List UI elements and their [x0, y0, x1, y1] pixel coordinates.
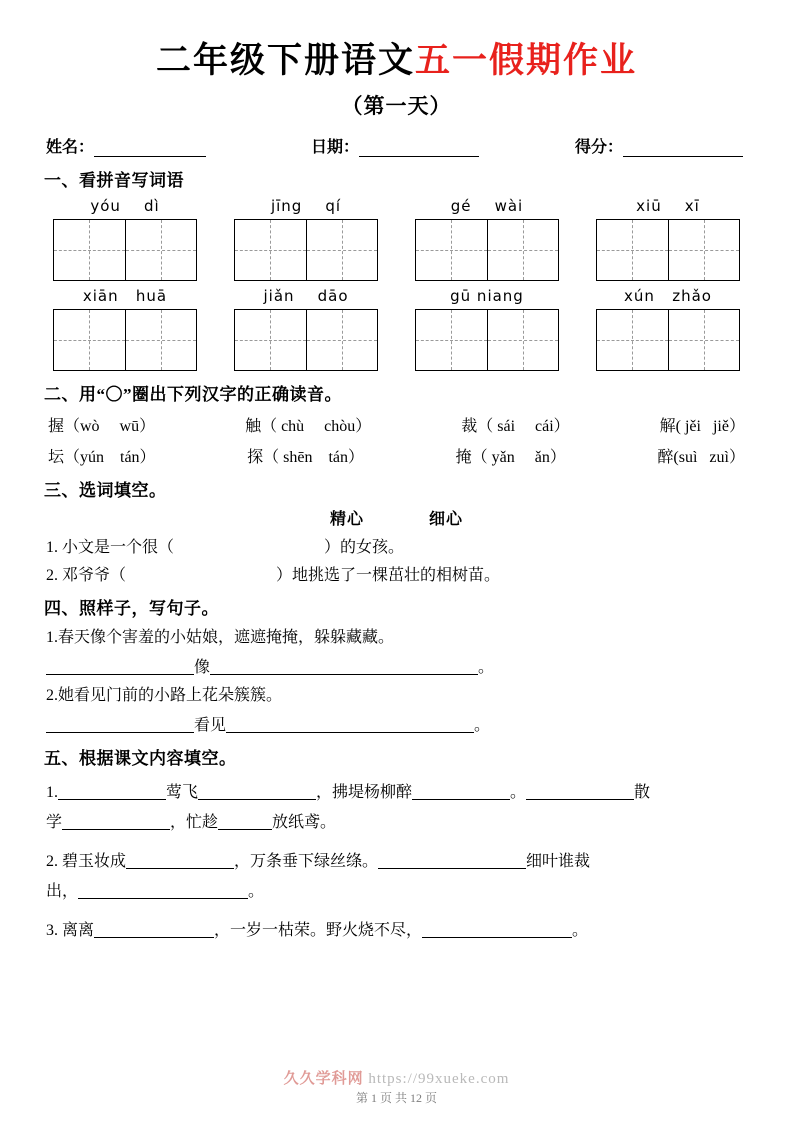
pron-choice[interactable]: 坛（yún tán） — [48, 449, 156, 466]
tianzi-box[interactable] — [597, 310, 668, 370]
word-bank-item: 精心 — [329, 511, 364, 528]
tianzi-box[interactable] — [306, 310, 378, 370]
page-footer: 第 1 页 共 12 页 — [355, 1091, 437, 1105]
pron-choice[interactable]: 醉(suì zuì） — [657, 449, 745, 466]
section-4-heading: 四、照样子，写句子。 — [44, 599, 219, 618]
recite-question-2 — [44, 847, 749, 907]
pinyin-cell — [593, 197, 743, 281]
text: 。 — [248, 883, 265, 900]
section-5-heading: 五、根据课文内容填空。 — [44, 749, 237, 768]
score-field[interactable] — [575, 134, 743, 157]
page-title — [44, 38, 749, 84]
student-info-row — [44, 134, 749, 157]
pron-choice[interactable]: 探（ shēn tán） — [247, 449, 365, 466]
tianzi-box[interactable] — [416, 220, 487, 280]
keyword: 看见 — [194, 717, 227, 734]
answer-blank[interactable] — [526, 784, 634, 800]
answer-blank[interactable] — [218, 814, 272, 830]
date-field[interactable] — [311, 134, 479, 157]
pinyin-row-1 — [44, 197, 749, 281]
pron-choice[interactable]: 裁（ sái cái） — [461, 418, 570, 435]
section-2-heading: 二、用“〇”圈出下列汉字的正确读音。 — [44, 385, 342, 404]
date-label: 日期： — [310, 139, 359, 156]
period: 。 — [474, 717, 491, 734]
tianzi-grid[interactable] — [53, 219, 197, 281]
answer-blank[interactable] — [378, 853, 526, 869]
tianzi-box[interactable] — [54, 220, 125, 280]
tianzi-box[interactable] — [54, 310, 125, 370]
tianzi-grid[interactable] — [415, 309, 559, 371]
pinyin-cell — [593, 287, 743, 371]
answer-blank[interactable] — [126, 853, 234, 869]
question-text-tail: ）的女孩。 — [324, 539, 405, 556]
pron-choice[interactable]: 解( jěi jiě） — [659, 418, 745, 435]
answer-blank[interactable] — [412, 784, 510, 800]
text: ，万条垂下绿丝绦。 — [234, 853, 379, 870]
watermark-brand: 久久学科网 — [283, 1071, 364, 1087]
pinyin-label: xún zhǎo — [624, 287, 712, 305]
pronunciation-line-1 — [44, 413, 749, 436]
pinyin-cell — [412, 287, 562, 371]
tianzi-grid[interactable] — [415, 219, 559, 281]
watermark-url: https://99xueke.com — [368, 1071, 510, 1087]
text: 3. 离离 — [46, 922, 95, 939]
text: ，一岁一枯荣。野火烧不尽， — [214, 922, 423, 939]
name-label: 姓名： — [46, 139, 95, 156]
example-sentence-1: 1.春天像个害羞的小姑娘，遮遮掩掩，躲躲藏藏。 — [46, 629, 395, 646]
example-sentence-2: 2.她看见门前的小路上花朵簇簇。 — [46, 687, 283, 704]
tianzi-box[interactable] — [235, 310, 306, 370]
text: ，忙趁 — [170, 814, 219, 831]
answer-blank[interactable] — [210, 659, 478, 675]
recite-question-3 — [44, 916, 749, 946]
answer-blank[interactable] — [62, 814, 170, 830]
text: 。 — [572, 922, 589, 939]
tianzi-box[interactable] — [125, 310, 197, 370]
date-input-blank[interactable] — [359, 142, 479, 157]
score-label: 得分： — [574, 139, 623, 156]
name-field[interactable] — [46, 134, 206, 157]
tianzi-box[interactable] — [597, 220, 668, 280]
page-subtitle: （第一天） — [341, 94, 452, 118]
answer-blank[interactable] — [78, 883, 248, 899]
question-number: 1. — [46, 784, 58, 801]
tianzi-box[interactable] — [125, 220, 197, 280]
answer-line-1 — [44, 654, 749, 677]
pron-choice[interactable]: 握（wò wū） — [48, 418, 156, 435]
text: 学 — [46, 814, 63, 831]
text: 出， — [46, 883, 79, 900]
tianzi-box[interactable] — [668, 220, 740, 280]
section-3-heading: 三、选词填空。 — [44, 481, 167, 500]
question-text: 2. 邓爷爷（ — [46, 567, 127, 584]
text: 2. 碧玉妆成 — [46, 853, 127, 870]
pinyin-label: gé wài — [450, 197, 524, 215]
tianzi-grid[interactable] — [234, 309, 378, 371]
question-text-tail: ）地挑选了一棵茁壮的相树苗。 — [276, 567, 501, 584]
recite-question-1 — [44, 778, 749, 838]
pinyin-cell — [231, 287, 381, 371]
pinyin-cell — [50, 197, 200, 281]
pron-choice[interactable]: 掩（ yǎn ǎn） — [455, 449, 566, 466]
score-input-blank[interactable] — [623, 142, 743, 157]
pron-choice[interactable]: 触（ chù chòu） — [245, 418, 372, 435]
tianzi-grid[interactable] — [596, 219, 740, 281]
question-text: 1. 小文是一个很（ — [46, 539, 175, 556]
section-1-heading: 一、看拼音写词语 — [44, 171, 184, 190]
name-input-blank[interactable] — [94, 142, 206, 157]
period: 。 — [478, 659, 495, 676]
answer-blank[interactable] — [46, 717, 194, 733]
answer-line-2 — [44, 712, 749, 735]
pinyin-label: gū niang — [450, 287, 524, 305]
keyword: 像 — [194, 659, 211, 676]
tianzi-box[interactable] — [487, 220, 559, 280]
fill-word-question-1 — [44, 534, 749, 557]
pinyin-label: jīng qí — [270, 197, 342, 215]
answer-blank[interactable] — [94, 922, 214, 938]
tianzi-grid[interactable] — [596, 309, 740, 371]
pinyin-cell — [231, 197, 381, 281]
answer-blank[interactable] — [422, 922, 572, 938]
pinyin-cell — [50, 287, 200, 371]
pinyin-label: jiǎn dāo — [263, 287, 349, 305]
fill-word-question-2 — [44, 562, 749, 585]
tianzi-box[interactable] — [487, 310, 559, 370]
title-highlight: 五一假期作业 — [415, 41, 638, 80]
pinyin-label: yóu dì — [90, 197, 160, 215]
tianzi-box[interactable] — [668, 310, 740, 370]
pinyin-label: xiān huā — [82, 287, 168, 305]
text: 。 — [510, 784, 527, 801]
text: ，拂堤杨柳醉 — [316, 784, 413, 801]
pronunciation-line-2 — [44, 444, 749, 467]
pinyin-cell — [412, 197, 562, 281]
word-bank — [44, 506, 749, 529]
text: 莺飞 — [166, 784, 199, 801]
tianzi-grid[interactable] — [53, 309, 197, 371]
tianzi-box[interactable] — [416, 310, 487, 370]
text: 细叶谁裁 — [526, 853, 591, 870]
pinyin-label: xiū xī — [636, 197, 700, 215]
tianzi-box[interactable] — [306, 220, 378, 280]
answer-blank[interactable] — [198, 784, 316, 800]
watermark — [0, 1067, 793, 1088]
pinyin-row-2 — [44, 287, 749, 371]
answer-blank[interactable] — [46, 659, 194, 675]
word-bank-item: 细心 — [429, 511, 464, 528]
title-main: 二年级下册语文 — [155, 41, 415, 80]
text: 放纸鸢。 — [272, 814, 337, 831]
tianzi-box[interactable] — [235, 220, 306, 280]
text: 散 — [634, 784, 651, 801]
tianzi-grid[interactable] — [234, 219, 378, 281]
answer-blank[interactable] — [226, 717, 474, 733]
answer-blank[interactable] — [58, 784, 166, 800]
